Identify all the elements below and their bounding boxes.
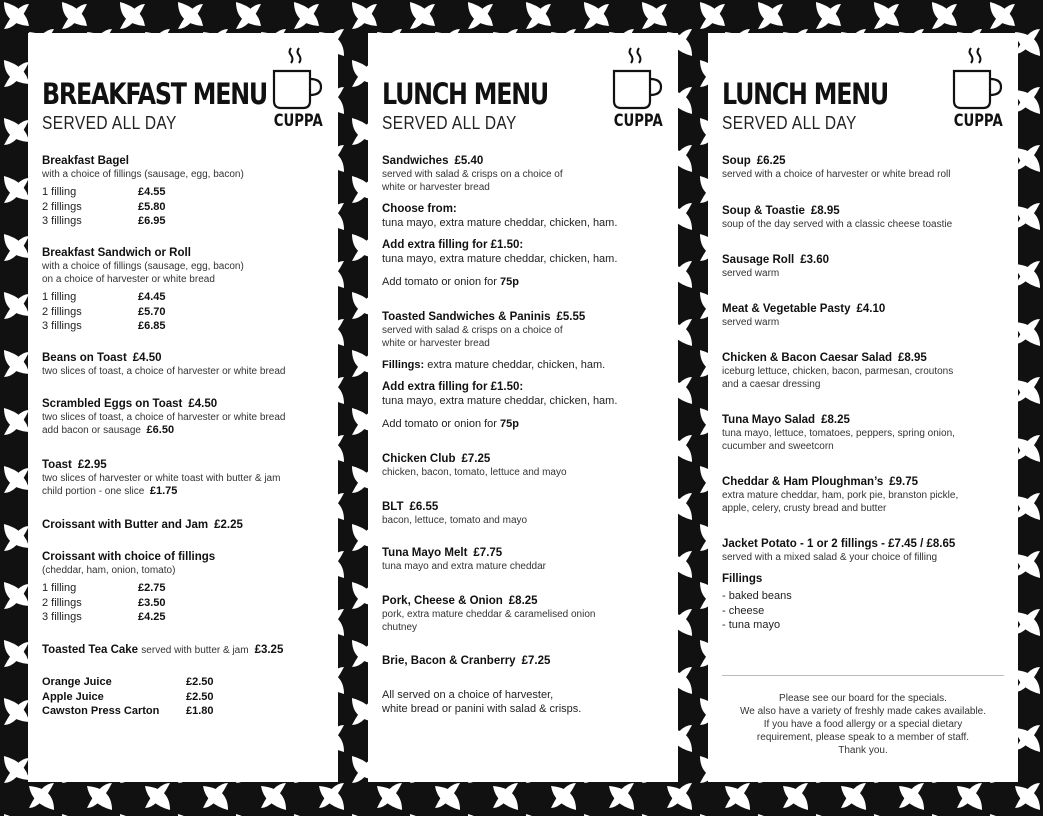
item-desc: chutney <box>382 622 418 633</box>
menu-item-brie-bacon <box>382 654 668 668</box>
page-title: LUNCH MENU <box>382 77 548 111</box>
item-desc: white or harvester bread <box>382 182 490 193</box>
item-price: £9.75 <box>889 476 919 488</box>
item-name: Jacket Potato - 1 or 2 fillings - £7.45 / £8.65 <box>722 538 956 550</box>
fillings-label: Fillings: <box>382 359 425 371</box>
page-subtitle: SERVED ALL DAY <box>382 113 517 133</box>
list-item: - baked beans <box>722 590 792 602</box>
item-name: Soup <box>722 155 751 167</box>
drink-name: Orange Juice <box>42 676 112 688</box>
logo-text: CUPPA <box>273 111 323 131</box>
item-name: Toast <box>42 459 72 471</box>
page-title: BREAKFAST MENU <box>42 77 267 111</box>
item-price: £3.60 <box>800 254 829 266</box>
option-price: £2.75 <box>138 582 166 594</box>
lunch-header <box>722 33 1004 153</box>
item-name: Sandwiches <box>382 155 449 167</box>
coffee-cup-icon <box>612 45 664 111</box>
option-price: £6.85 <box>138 320 166 332</box>
item-desc: two slices of toast, a choice of harvester or white bread <box>42 412 286 423</box>
extra-filling-2 <box>382 380 668 408</box>
option-row <box>42 290 328 305</box>
page-title: LUNCH MENU <box>722 77 888 111</box>
menu-item-chicken-club <box>382 452 668 479</box>
logo-text: CUPPA <box>953 111 1003 131</box>
item-name: Soup & Toastie <box>722 205 805 217</box>
tomato-text: Add tomato or onion for <box>382 418 497 430</box>
menu-item-soup <box>722 154 1008 181</box>
menu-item-caesar-salad <box>722 351 1008 391</box>
option-label: 2 fillings <box>42 200 82 213</box>
item-price: £7.25 <box>461 453 491 465</box>
option-price: £4.55 <box>138 186 166 198</box>
item-desc: soup of the day served with a classic cheese toastie <box>722 219 953 230</box>
note-line: Thank you. <box>838 745 888 756</box>
item-name: Croissant with Butter and Jam <box>42 519 209 531</box>
item-price: £2.25 <box>214 519 243 531</box>
option-price: £4.45 <box>138 291 166 303</box>
menu-item-tea-cake <box>42 643 328 658</box>
option-label: 2 fillings <box>42 305 82 318</box>
item-name: Breakfast Sandwich or Roll <box>42 247 191 259</box>
item-price: £4.50 <box>132 352 162 364</box>
menu-item-breakfast-bagel <box>42 154 328 229</box>
tomato-price: 75p <box>500 418 519 430</box>
item-name: Chicken Club <box>382 453 456 465</box>
extra-filling-1 <box>382 238 668 266</box>
item-desc: with a choice of fillings (sausage, egg, bacon) <box>42 261 244 272</box>
menu-item-ploughmans <box>722 475 1008 515</box>
item-desc: cucumber and sweetcorn <box>722 441 834 452</box>
item-extra: add bacon or sausage <box>42 425 141 436</box>
option-label: 1 filling <box>42 291 77 303</box>
item-name: Tuna Mayo Salad <box>722 414 816 426</box>
item-price: £2.95 <box>77 459 107 471</box>
list-item: - tuna mayo <box>722 619 781 631</box>
drink-row <box>42 690 328 705</box>
option-label: 3 fillings <box>42 215 82 227</box>
item-desc: on a choice of harvester or white bread <box>42 274 215 285</box>
option-price: £5.80 <box>138 200 166 213</box>
menu-item-pork-cheese-onion <box>382 594 668 634</box>
item-extra-price: £1.75 <box>149 485 178 497</box>
item-desc: apple, celery, crusty bread and butter <box>722 503 887 514</box>
item-name: Scrambled Eggs on Toast <box>42 398 183 410</box>
fillings-list <box>722 572 1008 633</box>
fillings-line <box>382 358 668 372</box>
item-name: Croissant with choice of fillings <box>42 551 216 563</box>
item-desc: served with salad & crisps on a choice of <box>382 169 563 180</box>
breakfast-menu-panel <box>28 33 338 782</box>
item-name: Toasted Sandwiches & Paninis <box>382 311 551 323</box>
item-price: £8.95 <box>810 205 840 217</box>
page-subtitle: SERVED ALL DAY <box>42 113 177 133</box>
item-price: £5.55 <box>556 311 586 323</box>
drink-price: £1.80 <box>186 705 214 717</box>
item-desc: white or harvester bread <box>382 338 490 349</box>
option-row <box>42 200 328 215</box>
page-subtitle: SERVED ALL DAY <box>722 113 857 133</box>
menu-item-scrambled-eggs <box>42 397 328 437</box>
lunch-menu-panel-1 <box>368 33 678 782</box>
extra-label: Add extra filling for £1.50: <box>382 239 524 251</box>
item-price: £8.25 <box>508 595 538 607</box>
menu-item-toast <box>42 458 328 498</box>
menu-item-jacket-potato <box>722 537 1008 564</box>
footer-line: white bread or panini with salad & crisps. <box>382 703 582 715</box>
cuppa-logo <box>948 45 1004 131</box>
menu-item-soup-toastie <box>722 204 1008 231</box>
list-item: - cheese <box>722 604 765 617</box>
item-price: £7.75 <box>473 547 503 559</box>
tomato-price: 75p <box>500 276 519 288</box>
item-extra-price: £6.50 <box>146 424 175 436</box>
menu-item-tuna-melt <box>382 546 668 573</box>
item-desc: iceburg lettuce, chicken, bacon, parmesan, croutons <box>722 366 954 377</box>
drink-name: Apple Juice <box>42 690 104 703</box>
tomato-onion-2 <box>382 417 668 431</box>
option-row <box>42 581 328 596</box>
menu-item-sandwiches <box>382 154 668 194</box>
item-name: Sausage Roll <box>722 254 795 266</box>
item-desc: served with salad & crisps on a choice of <box>382 325 563 336</box>
item-name: Chicken & Bacon Caesar Salad <box>722 352 893 364</box>
menu-item-toasted-sandwiches <box>382 310 668 350</box>
item-desc: pork, extra mature cheddar & caramelised onion <box>382 609 596 620</box>
fillings-title: Fillings <box>722 573 763 585</box>
item-price: £4.10 <box>856 303 886 315</box>
item-price: £7.25 <box>521 655 551 667</box>
item-name: Breakfast Bagel <box>42 155 129 167</box>
option-row <box>42 305 328 320</box>
item-extra: child portion - one slice <box>42 486 145 497</box>
item-name: Pork, Cheese & Onion <box>382 595 503 607</box>
menu-item-beans-on-toast <box>42 351 328 378</box>
menu-item-croissant-fillings <box>42 550 328 625</box>
item-desc: two slices of toast, a choice of harvester or white bread <box>42 366 286 377</box>
item-desc: tuna mayo and extra mature cheddar <box>382 561 546 572</box>
extra-label: Add extra filling for £1.50: <box>382 381 524 393</box>
note-line: We also have a variety of freshly made cakes available. <box>739 706 987 717</box>
item-desc: extra mature cheddar, ham, pork pie, branston pickle, <box>722 490 959 501</box>
item-price: £3.25 <box>254 644 284 656</box>
item-name: BLT <box>382 501 404 513</box>
item-name: Toasted Tea Cake <box>42 644 139 656</box>
item-name: Meat & Vegetable Pasty <box>722 303 851 315</box>
option-price: £5.70 <box>138 305 166 318</box>
drink-name: Cawston Press Carton <box>42 705 160 717</box>
item-price: £6.25 <box>756 155 786 167</box>
option-price: £3.50 <box>138 596 166 609</box>
menu-item-tuna-salad <box>722 413 1008 453</box>
item-desc: two slices of harvester or white toast with butter & jam <box>42 473 281 484</box>
footer-line: All served on a choice of harvester, <box>382 689 554 701</box>
item-desc: served with a choice of harvester or white bread roll <box>722 169 951 180</box>
drink-row <box>42 704 328 719</box>
option-label: 3 fillings <box>42 611 82 623</box>
item-desc: tuna mayo, lettuce, tomatoes, peppers, spring onion, <box>722 428 955 439</box>
drinks-list <box>42 675 328 719</box>
menu-item-sausage-roll <box>722 253 1008 280</box>
cuppa-logo <box>608 45 664 131</box>
lunch-footer-note <box>382 688 668 716</box>
note-line: If you have a food allergy or a special dietary <box>763 719 963 730</box>
choose-from <box>382 202 668 230</box>
tomato-onion-1 <box>382 275 668 289</box>
item-price: £5.40 <box>454 155 484 167</box>
menu-item-pasty <box>722 302 1008 329</box>
item-price: £4.50 <box>188 398 218 410</box>
note-line: Please see our board for the specials. <box>779 693 947 704</box>
item-name: Brie, Bacon & Cranberry <box>382 655 516 667</box>
extra-text: tuna mayo, extra mature cheddar, chicken, ham. <box>382 253 618 265</box>
item-name: Beans on Toast <box>42 352 127 364</box>
item-price: £8.95 <box>898 352 927 364</box>
item-desc: chicken, bacon, tomato, lettuce and mayo <box>382 467 567 478</box>
divider <box>722 675 1004 676</box>
option-row <box>42 185 328 200</box>
coffee-cup-icon <box>952 45 1004 111</box>
item-desc: with a choice of fillings (sausage, egg, bacon) <box>42 169 244 180</box>
option-price: £4.25 <box>138 611 166 623</box>
item-price: £8.25 <box>821 414 850 426</box>
item-desc: served with a mixed salad & your choice of filling <box>722 552 938 563</box>
lunch-header <box>382 33 664 153</box>
choose-text: tuna mayo, extra mature cheddar, chicken, ham. <box>382 217 618 229</box>
option-label: 3 fillings <box>42 320 82 332</box>
option-row <box>42 596 328 611</box>
lunch-menu-panel-2 <box>708 33 1018 782</box>
drink-price: £2.50 <box>186 690 214 703</box>
item-desc: (cheddar, ham, onion, tomato) <box>42 565 176 576</box>
breakfast-header <box>42 33 324 153</box>
drink-price: £2.50 <box>186 676 214 688</box>
menu-item-croissant <box>42 518 328 532</box>
menu-item-breakfast-sandwich <box>42 246 328 334</box>
item-desc: served warm <box>722 268 780 279</box>
item-name: Cheddar & Ham Ploughman’s <box>722 476 884 488</box>
option-label: 1 filling <box>42 582 77 594</box>
note-line: requirement, please speak to a member of staff. <box>756 732 970 743</box>
option-label: 1 filling <box>42 186 77 198</box>
option-row <box>42 610 328 625</box>
fillings-text: extra mature cheddar, chicken, ham. <box>427 359 606 371</box>
extra-text: tuna mayo, extra mature cheddar, chicken, ham. <box>382 395 618 407</box>
tomato-text: Add tomato or onion for <box>382 276 497 288</box>
option-row <box>42 214 328 229</box>
specials-note <box>722 692 1004 757</box>
item-price: £6.55 <box>409 501 439 513</box>
option-label: 2 fillings <box>42 596 82 609</box>
coffee-cup-icon <box>272 45 324 111</box>
item-name: Tuna Mayo Melt <box>382 547 468 559</box>
item-desc: bacon, lettuce, tomato and mayo <box>382 515 528 526</box>
cuppa-logo <box>268 45 324 131</box>
logo-text: CUPPA <box>613 111 663 131</box>
choose-label: Choose from: <box>382 203 457 215</box>
item-desc: served warm <box>722 317 780 328</box>
menu-item-blt <box>382 500 668 527</box>
item-desc: served with butter & jam <box>141 645 249 656</box>
option-row <box>42 319 328 334</box>
option-price: £6.95 <box>138 215 166 227</box>
drink-row <box>42 675 328 690</box>
item-desc: and a caesar dressing <box>722 379 821 390</box>
